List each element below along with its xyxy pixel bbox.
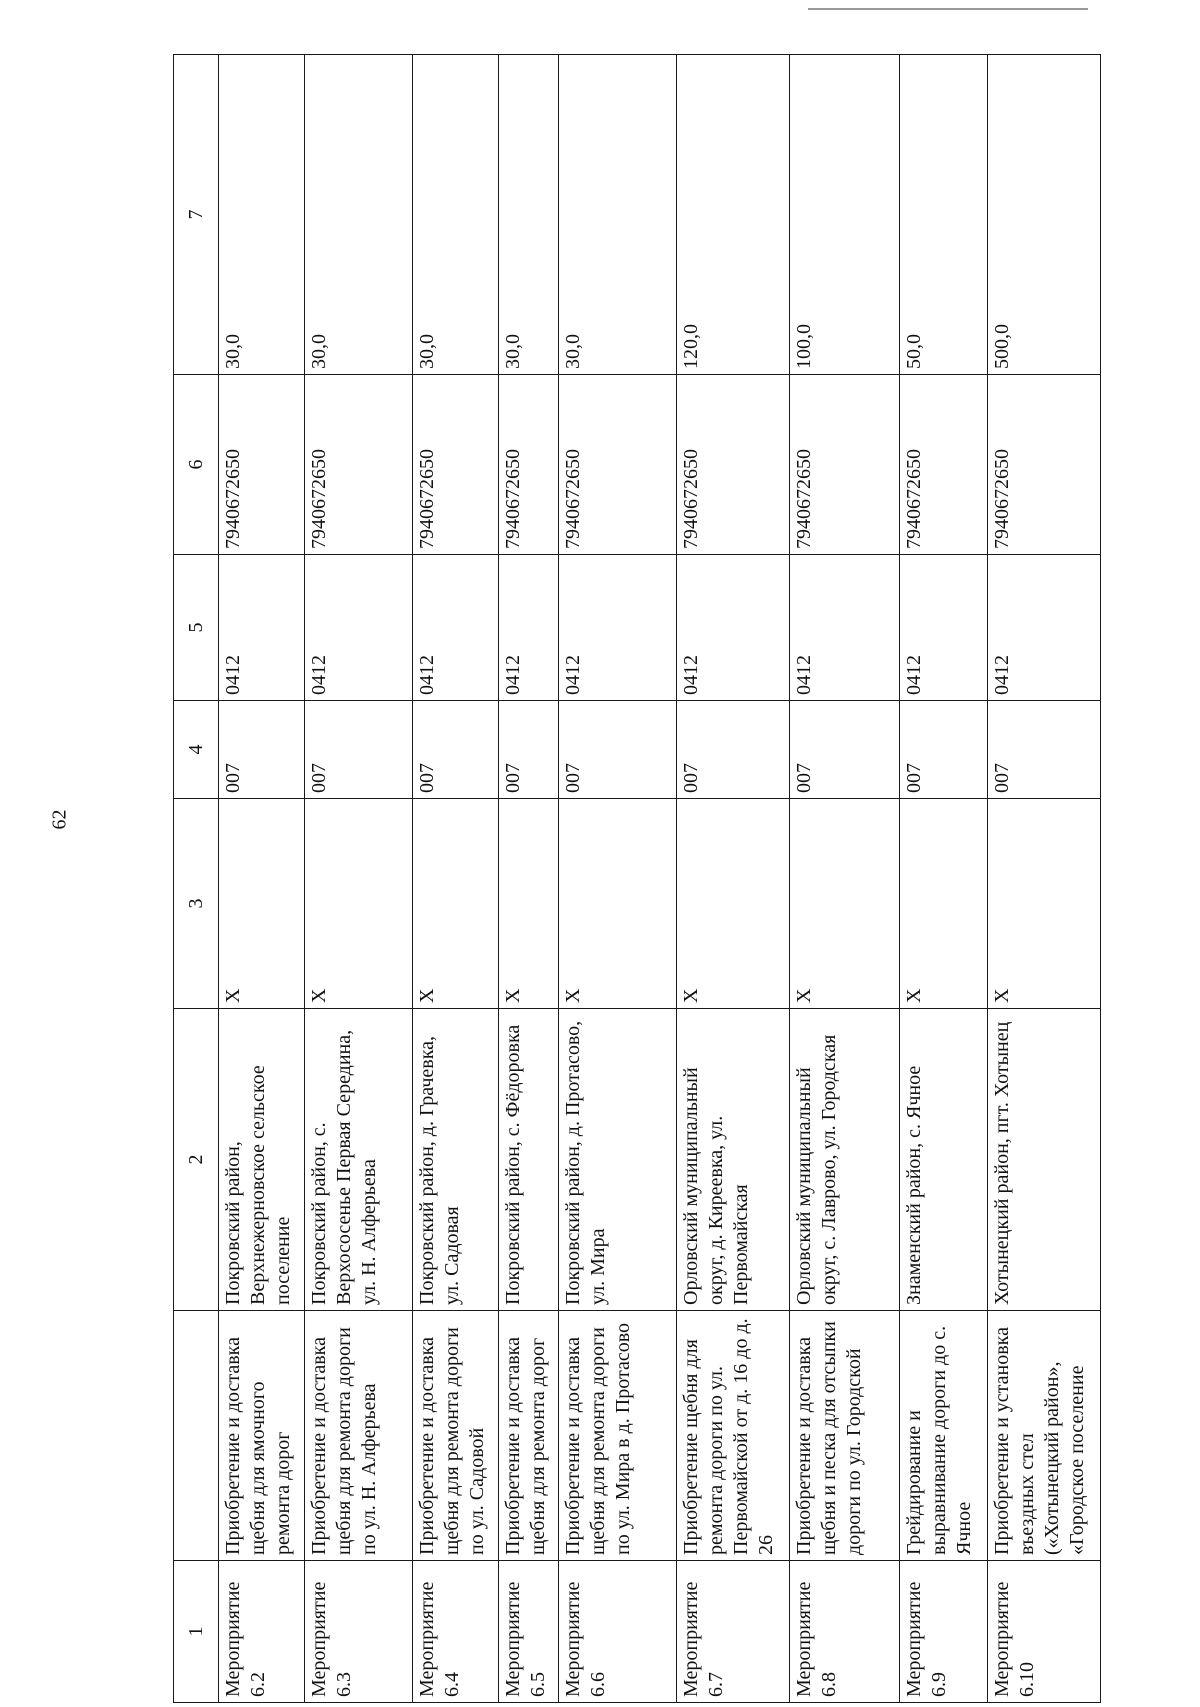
cell-col3: Х xyxy=(499,799,558,1009)
cell-col4: 007 xyxy=(558,701,677,799)
cell-col3: Х xyxy=(305,799,413,1009)
cell-col3: Х xyxy=(558,799,677,1009)
cell-measure: Мероприятие 6.4 xyxy=(413,1561,499,1703)
header-cell-6: 6 xyxy=(174,375,219,555)
cell-col4: 007 xyxy=(219,701,305,799)
cell-description: Приобретение и установка въездных стел («Хотынецкий район», «Городское поселение xyxy=(987,1311,1100,1561)
header-cell-3: 3 xyxy=(174,799,219,1009)
cell-col5: 0412 xyxy=(305,555,413,701)
cell-location: Знаменский район, с. Ячное xyxy=(900,1009,987,1311)
cell-description: Приобретение щебня для ремонта дороги по ул. Первомайской от д. 16 до д. 26 xyxy=(677,1311,790,1561)
cell-col7: 30,0 xyxy=(413,55,499,375)
cell-measure: Мероприятие 6.3 xyxy=(305,1561,413,1703)
cell-col6: 7940672650 xyxy=(305,375,413,555)
cell-col4: 007 xyxy=(677,701,790,799)
cell-description: Приобретение и доставка щебня и песка для отсыпки дороги по ул. Городской xyxy=(790,1311,900,1561)
cell-description: Приобретение и доставка щебня для ремонта дороги по ул. Садовой xyxy=(413,1311,499,1561)
cell-measure: Мероприятие 6.7 xyxy=(677,1561,790,1703)
table-row xyxy=(499,55,558,1703)
cell-col7: 500,0 xyxy=(987,55,1100,375)
cell-location: Покровский район, с. Фёдоровка xyxy=(499,1009,558,1311)
table-row xyxy=(987,55,1100,1703)
cell-col3: Х xyxy=(987,799,1100,1009)
cell-col4: 007 xyxy=(499,701,558,799)
cell-col7: 30,0 xyxy=(219,55,305,375)
cell-col4: 007 xyxy=(900,701,987,799)
cell-location: Покровский район, Верхнежерновское сельское поселение xyxy=(219,1009,305,1311)
cell-measure: Мероприятие 6.10 xyxy=(987,1561,1100,1703)
cell-col4: 007 xyxy=(413,701,499,799)
table-row xyxy=(790,55,900,1703)
page-number: 62 xyxy=(48,809,71,830)
cell-col5: 0412 xyxy=(677,555,790,701)
cell-col6: 7940672650 xyxy=(413,375,499,555)
header-cell-2: 2 xyxy=(174,1009,219,1311)
cell-col5: 0412 xyxy=(413,555,499,701)
cell-measure: Мероприятие 6.8 xyxy=(790,1561,900,1703)
cell-col6: 7940672650 xyxy=(677,375,790,555)
header-cell-4: 4 xyxy=(174,701,219,799)
cell-col5: 0412 xyxy=(900,555,987,701)
cell-description: Приобретение и доставка щебня для ремонта дорог xyxy=(499,1311,558,1561)
table-row xyxy=(413,55,499,1703)
cell-description: Приобретение и доставка щебня для ремонта дороги по ул. Мира в д. Протасово xyxy=(558,1311,677,1561)
cell-col7: 50,0 xyxy=(900,55,987,375)
table-row xyxy=(677,55,790,1703)
cell-col3: Х xyxy=(677,799,790,1009)
cell-location: Покровский район, с. Верхососенье Первая Середина, ул. Н. Алферьева xyxy=(305,1009,413,1311)
cell-col7: 120,0 xyxy=(677,55,790,375)
cell-measure: Мероприятие 6.5 xyxy=(499,1561,558,1703)
cell-col5: 0412 xyxy=(987,555,1100,701)
cell-col6: 7940672650 xyxy=(219,375,305,555)
header-cell-1: 1 xyxy=(174,1561,219,1703)
table-row xyxy=(219,55,305,1703)
cell-col6: 7940672650 xyxy=(790,375,900,555)
cell-col3: Х xyxy=(219,799,305,1009)
table-row xyxy=(305,55,413,1703)
cell-col7: 30,0 xyxy=(558,55,677,375)
cell-measure: Мероприятие 6.9 xyxy=(900,1561,987,1703)
header-cell-5: 5 xyxy=(174,555,219,701)
cell-description: Грейдирование и выравнивание дороги до с. Ячное xyxy=(900,1311,987,1561)
table-row xyxy=(558,55,677,1703)
data-table xyxy=(173,54,1101,1703)
cell-location: Покровский район, д. Протасово, ул. Мира xyxy=(558,1009,677,1311)
cell-location: Хотынецкий район, пгт. Хотынец xyxy=(987,1009,1100,1311)
cell-col4: 007 xyxy=(305,701,413,799)
cell-description: Приобретение и доставка щебня для ремонта дороги по ул. Н. Алферьева xyxy=(305,1311,413,1561)
cell-col6: 7940672650 xyxy=(558,375,677,555)
cell-col4: 007 xyxy=(790,701,900,799)
table-row xyxy=(900,55,987,1703)
table-container xyxy=(173,55,1101,1703)
cell-description: Приобретение и доставка щебня для ямочного ремонта дорог xyxy=(219,1311,305,1561)
cell-location: Покровский район, д. Грачевка, ул. Садовая xyxy=(413,1009,499,1311)
cell-measure: Мероприятие 6.6 xyxy=(558,1561,677,1703)
cell-location: Орловский муниципальный округ, д. Киреевка, ул. Первомайская xyxy=(677,1009,790,1311)
cell-col3: Х xyxy=(413,799,499,1009)
top-edge-rule xyxy=(808,8,1088,10)
cell-col5: 0412 xyxy=(219,555,305,701)
cell-col7: 100,0 xyxy=(790,55,900,375)
cell-col6: 7940672650 xyxy=(900,375,987,555)
cell-col3: Х xyxy=(900,799,987,1009)
cell-col6: 7940672650 xyxy=(987,375,1100,555)
header-cell-7: 7 xyxy=(174,55,219,375)
cell-col5: 0412 xyxy=(499,555,558,701)
table-header-row xyxy=(174,55,219,1703)
cell-col5: 0412 xyxy=(790,555,900,701)
cell-col6: 7940672650 xyxy=(499,375,558,555)
cell-col4: 007 xyxy=(987,701,1100,799)
cell-col5: 0412 xyxy=(558,555,677,701)
rotated-table-wrapper xyxy=(173,55,1101,1703)
cell-measure: Мероприятие 6.2 xyxy=(219,1561,305,1703)
cell-location: Орловский муниципальный округ, с. Лаврово, ул. Городская xyxy=(790,1009,900,1311)
cell-col7: 30,0 xyxy=(499,55,558,375)
cell-col7: 30,0 xyxy=(305,55,413,375)
cell-col3: Х xyxy=(790,799,900,1009)
header-cell-blank xyxy=(174,1311,219,1561)
